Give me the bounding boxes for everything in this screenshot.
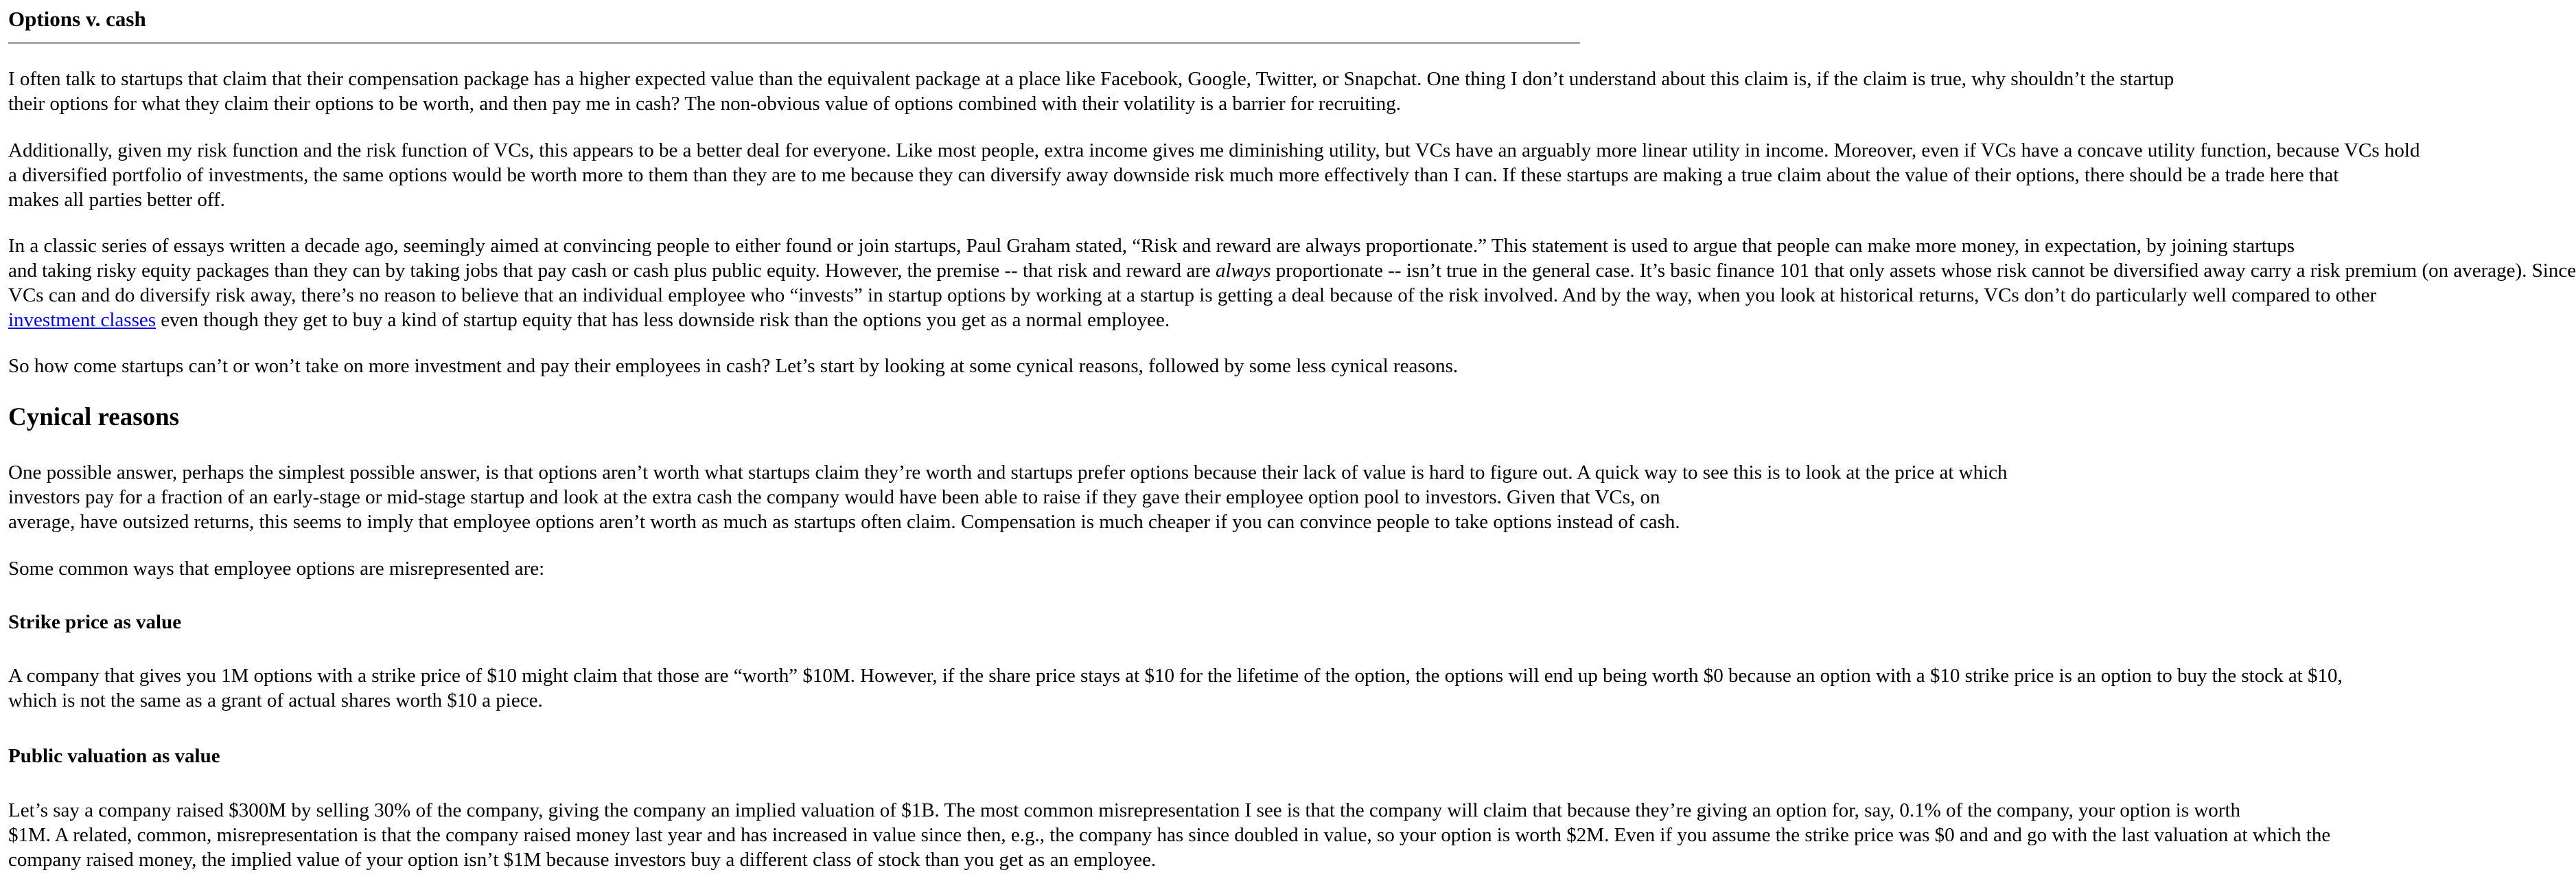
text-line: So how come startups can’t or won’t take on more investment and pay their employees in cash? Let’s start by looking at some cynical reasons, followed by some less cynical reasons. bbox=[8, 355, 1459, 377]
investment-classes-link[interactable]: investment classes bbox=[8, 309, 156, 331]
text-line: One possible answer, perhaps the simplest possible answer, is that options aren’t worth what startups claim they’re worth and startups prefer options because their lack of value is hard to figure out. A quick way to see this is to look at the price at which bbox=[8, 461, 2008, 483]
paragraph-risk-function bbox=[8, 138, 2420, 212]
paragraph-options-value bbox=[8, 460, 2008, 534]
text-segment: proportionate -- isn’t true in the general case. It’s basic finance 101 that only assets whose risk cannot be diversified away carry a risk premium (on average). Since bbox=[1270, 260, 2576, 282]
paragraph-public-valuation bbox=[8, 798, 2331, 872]
text-line: company raised money, the implied value of your option isn’t $1M because investors buy a different class of stock than you get as an employee. bbox=[8, 849, 1157, 871]
text-line: A company that gives you 1M options with a strike price of $10 might claim that those are “worth” $10M. However, if the share price stays at $10 for the lifetime of the option, the options will end up being worth $0 because an option with a $10 strike price is an option to buy the stock at $10, bbox=[8, 665, 2343, 687]
text-segment: even though they get to buy a kind of startup equity that has less downside risk than the options you get as a normal employee. bbox=[156, 309, 1170, 331]
text-line: Some common ways that employee options are misrepresented are: bbox=[8, 558, 545, 580]
paragraph-strike-price bbox=[8, 663, 2343, 713]
text-line: average, have outsized returns, this seems to imply that employee options aren’t worth as much as startups often claim. Compensation is much cheaper if you can convince people to take options instead of cash. bbox=[8, 511, 1680, 533]
page-title: Options v. cash bbox=[8, 7, 146, 31]
text-line: which is not the same as a grant of actual shares worth $10 a piece. bbox=[8, 689, 543, 711]
paragraph-intro bbox=[8, 67, 2174, 116]
text-line: investors pay for a fraction of an early-stage or mid-stage startup and look at the extra cash the company would have been able to raise if they gave their employee option pool to investors. Given that VCs, on bbox=[8, 486, 1660, 508]
text-line: Let’s say a company raised $300M by selling 30% of the company, giving the company an implied valuation of $1B. The most common misrepresentation I see is that the company will claim that because they’re giving an option for, say, 0.1% of the company, your option is worth bbox=[8, 799, 2241, 821]
text-segment: and taking risky equity packages than they can by taking jobs that pay cash or cash plus public equity. However, the premise -- that risk and reward are bbox=[8, 260, 1216, 282]
text-line: their options for what they claim their options to be worth, and then pay me in cash? The non-obvious value of options combined with their volatility is a barrier for recruiting. bbox=[8, 93, 1401, 115]
title-divider bbox=[8, 42, 1580, 44]
text-line bbox=[8, 308, 1580, 332]
text-line: In a classic series of essays written a decade ago, seemingly aimed at convincing people to either found or join startups, Paul Graham stated, “Risk and reward are always proportionate.” This statement is used to argue that people can make more money, in expectation, by joining startups bbox=[8, 235, 2295, 257]
text-line: $1M. A related, common, misrepresentation is that the company raised money last year and has increased in value since then, e.g., the company has since doubled in value, so your option is worth $2M. Even if you assume the strike price was $0 and and go with the last valuation at which the bbox=[8, 824, 2331, 846]
text-line: VCs can and do diversify risk away, there’s no reason to believe that an individual employee who “invests” in startup options by working at a startup is getting a deal because of the risk involved. And by the way, when you look at historical returns, VCs don’t do particularly well compared to other bbox=[8, 284, 2377, 306]
paragraph-misrepresented bbox=[8, 556, 1580, 581]
heading-public-valuation: Public valuation as value bbox=[8, 745, 220, 767]
text-line: a diversified portfolio of investments, the same options would be worth more to them than they are to me because they can diversify away downside risk much more effectively than I can. If these startups are making a true claim about the value of their options, there should be a trade here that bbox=[8, 164, 2339, 186]
paragraph-paul-graham bbox=[8, 233, 2576, 332]
paragraph-question bbox=[8, 354, 1580, 378]
text-line: Additionally, given my risk function and the risk function of VCs, this appears to be a better deal for everyone. Like most people, extra income gives me diminishing utility, but VCs have an arguably more linear utility in income. Moreover, even if VCs have a concave utility function, because VCs hold bbox=[8, 139, 2420, 161]
emphasis-text: always bbox=[1215, 260, 1271, 282]
heading-strike-price: Strike price as value bbox=[8, 611, 182, 633]
text-line bbox=[8, 258, 2576, 283]
text-line: makes all parties better off. bbox=[8, 189, 225, 211]
text-line: I often talk to startups that claim that their compensation package has a higher expected value than the equivalent package at a place like Facebook, Google, Twitter, or Snapchat. One thing I don’t understand about this claim is, if the claim is true, why shouldn’t the startup bbox=[8, 68, 2174, 90]
heading-cynical-reasons: Cynical reasons bbox=[8, 403, 180, 431]
